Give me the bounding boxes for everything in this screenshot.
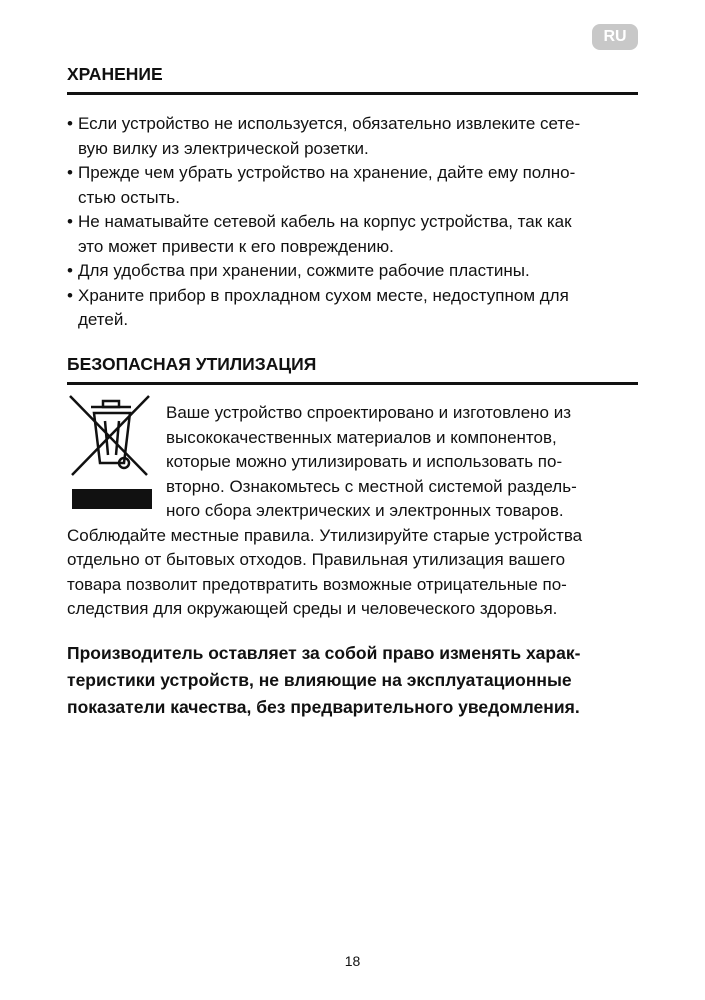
notice-line: показатели качества, без предварительного уведомления. — [67, 697, 580, 717]
list-item — [67, 284, 642, 333]
language-badge: RU — [592, 24, 638, 50]
list-item — [67, 161, 642, 210]
disposal-line: следствия для окружающей среды и человеческого здоровья. — [67, 599, 558, 618]
list-item-line: вую вилку из электрической розетки. — [78, 138, 369, 158]
list-item-line: это может привести к его повреждению. — [78, 236, 394, 256]
list-item-line: • Для удобства при хранении, сожмите рабочие пластины. — [78, 261, 530, 280]
list-item — [67, 259, 642, 284]
disposal-text — [67, 401, 642, 622]
disposal-line: товара позволит предотвратить возможные отрицательные по- — [67, 574, 567, 594]
notice-line: теристики устройств, не влияющие на эксплуатационные — [67, 670, 572, 690]
list-item-line: детей. — [78, 310, 129, 329]
disposal-divider — [67, 382, 638, 385]
disposal-line: ного сбора электрических и электронных товаров. — [166, 501, 564, 520]
page-number: 18 — [344, 953, 361, 969]
list-item-line: • Не наматывайте сетевой кабель на корпус устройства, так как — [78, 212, 572, 231]
disposal-line: которые можно утилизировать и использовать по- — [166, 452, 563, 471]
disposal-line: Соблюдайте местные правила. Утилизируйте старые устройства — [67, 525, 583, 545]
manufacturer-notice — [67, 640, 642, 721]
list-item-line: • Если устройство не используется, обязательно извлеките сете- — [78, 114, 581, 133]
list-item-line: • Прежде чем убрать устройство на хранение, дайте ему полно- — [78, 163, 576, 182]
list-item — [67, 112, 642, 161]
disposal-heading: БЕЗОПАСНАЯ УТИЛИЗАЦИЯ — [67, 354, 317, 374]
list-item-line: стью остыть. — [78, 187, 180, 207]
storage-heading: ХРАНЕНИЕ — [67, 64, 163, 84]
storage-divider — [67, 92, 638, 95]
notice-line: Производитель оставляет за собой право изменять харак- — [67, 643, 581, 663]
disposal-line: отдельно от бытовых отходов. Правильная утилизация вашего — [67, 550, 566, 569]
storage-list — [67, 112, 642, 333]
disposal-line: вторно. Ознакомьтесь с местной системой раздель- — [166, 476, 577, 496]
list-item-line: • Храните прибор в прохладном сухом месте, недоступном для — [78, 285, 569, 305]
list-item — [67, 210, 642, 259]
disposal-line: Ваше устройство спроектировано и изготовлено из — [166, 403, 572, 422]
disposal-line: высококачественных материалов и компонентов, — [166, 427, 557, 447]
